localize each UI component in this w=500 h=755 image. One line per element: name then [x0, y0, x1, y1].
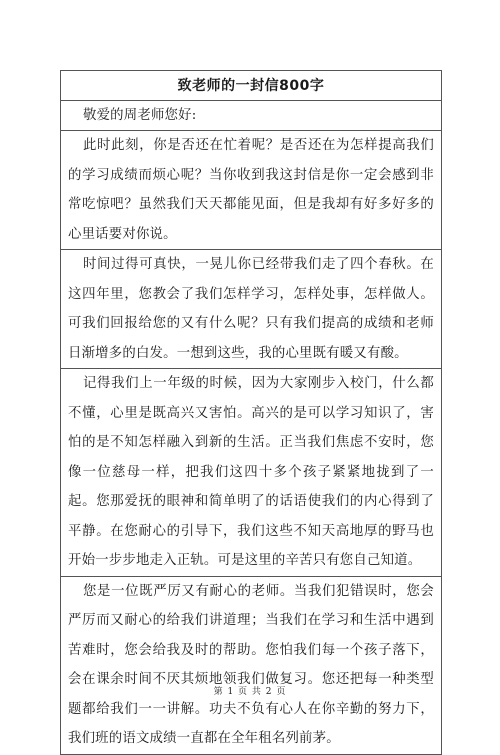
- paragraph-1: 此时此刻，你是否还在忙着呢？是否还在为怎样提高我们的学习成绩而烦心呢？当你收到我这封信是你一定会感到非常吃惊吧？虽然我们天天都能见面，但是我却有好多好多的心里话要对你说。: [61, 131, 441, 250]
- salutation: 敬爱的周老师您好:: [61, 101, 441, 131]
- paragraph-3: 记得我们上一年级的时候，因为大家刚步入校门，什么都不懂，心里是既高兴又害怕。高兴的是可以学习知识了，害怕的是不知怎样融入到新的生活。正当我们焦虑不安时，您像一位慈母一样，把我们这四十多个孩子紧紧地拢到了一起。您那爱抚的眼神和简单明了的话语使我们的内心得到了平静。在您耐心的引导下，我们这些不知天高地厚的野马也开始一步步地走入正轨。可是这里的辛苦只有您自己知道。: [61, 369, 441, 577]
- document-title: 致老师的一封信800字: [61, 71, 441, 101]
- page-footer: 第 1 页 共 2 页: [213, 687, 287, 697]
- paragraph-4: 您是一位既严厉又有耐心的老师。当我们犯错误时，您会严厉而又耐心的给我们讲道理；当我们在学习和生活中遇到苦难时，您会给我及时的帮助。您怕我们每一个孩子落下，会在课余时间不厌其烦地领我们做复习。您还把每一种类型题都给我们一一讲解。功夫不负有心人在你辛勤的努力下，我们班的语文成绩一直都在全年租名列前茅。: [61, 577, 441, 755]
- letter-table: [60, 70, 442, 755]
- paragraph-2: 时间过得可真快，一晃儿你已经带我们走了四个春秋。在这四年里，您教会了我们怎样学习，怎样处事，怎样做人。可我们回报给您的又有什么呢？只有我们提高的成绩和老师日渐增多的白发。一想到这些，我的心里既有暖又有酸。: [61, 250, 441, 369]
